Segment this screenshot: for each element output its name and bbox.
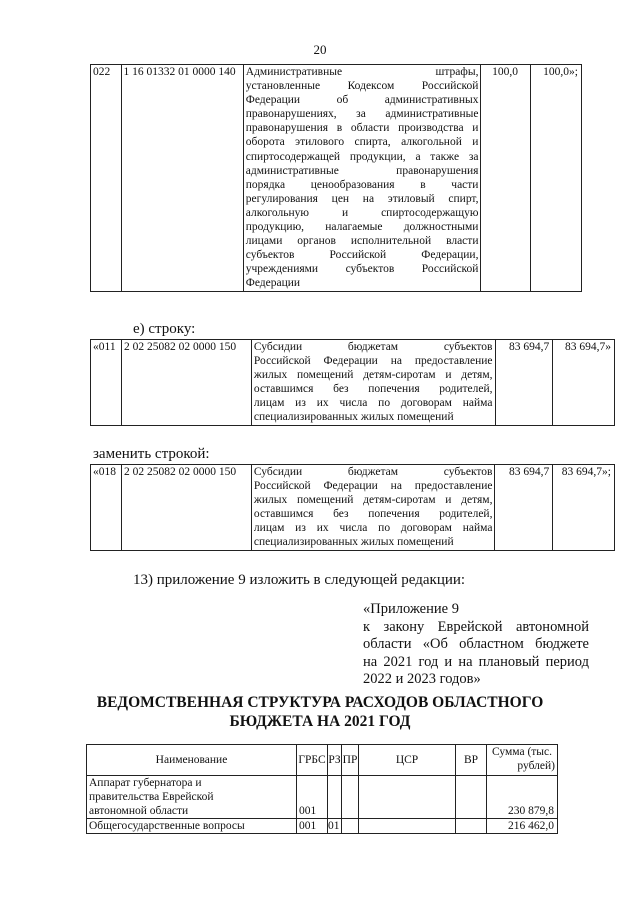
description-line: оставшимся без попечения родителей,	[253, 383, 493, 396]
value-2022-cell: 83 694,7»;	[553, 465, 615, 551]
value-2021-cell: 83 694,7	[495, 340, 553, 426]
description-line: продукцию, налагаемые должностными	[245, 221, 479, 234]
header-pr: ПР	[342, 745, 359, 776]
header-sum-line: рублей)	[517, 760, 555, 772]
header-sum	[487, 745, 558, 776]
description-line: Субсидии бюджетам субъектов	[253, 466, 493, 478]
description-line: правонарушениях, за административные	[245, 108, 479, 121]
label-e-row: е) строку:	[133, 321, 196, 337]
value-2022-cell: 100,0»;	[530, 65, 581, 292]
table-row	[91, 65, 582, 292]
appendix-line: «Приложение 9	[363, 601, 459, 617]
value-2021-cell: 100,0	[481, 65, 530, 292]
budget-code-cell: 1 16 01332 01 0000 140	[121, 65, 243, 292]
description-line: субъектов Российской Федерации,	[245, 249, 479, 262]
description-cell	[251, 340, 495, 426]
description-line: оставшимся без попечения родителей,	[253, 508, 493, 521]
appendix-line: к закону Еврейской автономной	[363, 618, 589, 635]
row-name-line: правительства Еврейской	[89, 791, 214, 803]
appendix-line: на 2021 год и на плановый период	[363, 653, 589, 670]
table-row	[87, 776, 558, 819]
description-line: лицам из их числа по договорам найма	[253, 397, 493, 410]
description-line: порядка ценообразования в части	[245, 178, 479, 191]
row-vr	[456, 776, 487, 819]
description-line: Российской Федерации на предоставление	[253, 355, 493, 368]
description-line: специализированных жилых помещений	[253, 411, 454, 424]
description-line: алкогольную и спиртосодержащую	[245, 206, 479, 219]
appendix-line: 2022 и 2023 годов»	[363, 671, 481, 687]
header-sum-line: Сумма (тыс.	[492, 746, 552, 758]
description-line: правонарушения в области производства и	[245, 122, 479, 135]
description-line: установленные Кодексом Российской	[245, 80, 479, 93]
description-cell	[251, 465, 495, 551]
row-name-line: Общегосударственные вопросы	[89, 820, 245, 832]
budget-code-cell: 2 02 25082 02 0000 150	[121, 465, 251, 551]
row-csr	[359, 776, 456, 819]
table-row	[87, 819, 558, 834]
row-name	[87, 819, 297, 834]
row-rz	[328, 776, 342, 819]
description-line: оборота этилового спирта, алкогольной и	[245, 136, 479, 149]
admin-code-cell: «011	[91, 340, 122, 426]
description-line: Административные штрафы,	[245, 66, 479, 78]
row-pr	[342, 776, 359, 819]
description-line: административные правонарушения	[245, 164, 479, 177]
revenue-table-row-2	[90, 339, 615, 426]
table-row	[91, 340, 615, 426]
title-line: ВЕДОМСТВЕННАЯ СТРУКТУРА РАСХОДОВ ОБЛАСТНОГО	[96, 694, 544, 711]
table-header-row	[87, 745, 558, 776]
header-vr: ВР	[456, 745, 487, 776]
description-line: Субсидии бюджетам субъектов	[253, 341, 493, 353]
description-line: спиртосодержащей продукции, а также за	[245, 150, 479, 163]
title-line: БЮДЖЕТА НА 2021 ГОД	[229, 713, 411, 730]
description-line: регулирования цен на этиловый спирт,	[245, 192, 479, 205]
value-2022-cell: 83 694,7»	[553, 340, 615, 426]
description-line: Федерации об административных	[245, 94, 479, 107]
row-name-line: автономной области	[89, 805, 189, 817]
description-line: учреждениями субъектов Российской	[245, 263, 479, 276]
page-title	[0, 693, 640, 731]
revenue-table-row-3	[90, 464, 615, 551]
table-row	[91, 465, 615, 551]
revenue-table-row-1	[90, 64, 582, 292]
description-line: лицами органов исполнительной власти	[245, 235, 479, 248]
row-csr	[359, 819, 456, 834]
paragraph-13: 13) приложение 9 изложить в следующей редакции:	[133, 572, 466, 588]
row-sum: 216 462,0	[487, 819, 558, 834]
admin-code-cell: «018	[91, 465, 122, 551]
row-grbs: 001	[297, 819, 328, 834]
description-line: специализированных жилых помещений	[253, 536, 454, 549]
row-rz: 01	[328, 820, 340, 832]
row-pr	[342, 819, 359, 834]
row-name-line: Аппарат губернатора и	[89, 777, 202, 789]
row-vr	[456, 819, 487, 834]
row-sum: 230 879,8	[487, 776, 558, 819]
admin-code-cell: 022	[91, 65, 122, 292]
description-line: жилых помещений детям-сиротам и детям,	[253, 369, 493, 382]
description-line: Российской Федерации на предоставление	[253, 480, 493, 493]
budget-code-cell: 2 02 25082 02 0000 150	[121, 340, 251, 426]
appendix-heading	[363, 601, 589, 689]
header-name: Наименование	[87, 745, 297, 776]
description-line: Федерации	[245, 277, 301, 290]
appendix-line: области «Об областном бюджете	[363, 636, 589, 652]
description-cell	[243, 65, 481, 292]
label-replace-with: заменить строкой:	[93, 446, 210, 462]
description-line: жилых помещений детям-сиротам и детям,	[253, 494, 493, 507]
description-line: лицам из их числа по договорам найма	[253, 522, 493, 535]
header-rz: РЗ	[328, 745, 342, 776]
row-name	[87, 776, 297, 819]
header-grbs: ГРБС	[297, 745, 328, 776]
row-grbs: 001	[297, 776, 328, 819]
header-csr: ЦСР	[359, 745, 456, 776]
page-number: 20	[313, 42, 327, 57]
value-2021-cell: 83 694,7	[495, 465, 553, 551]
expenditure-structure-table	[86, 744, 558, 834]
